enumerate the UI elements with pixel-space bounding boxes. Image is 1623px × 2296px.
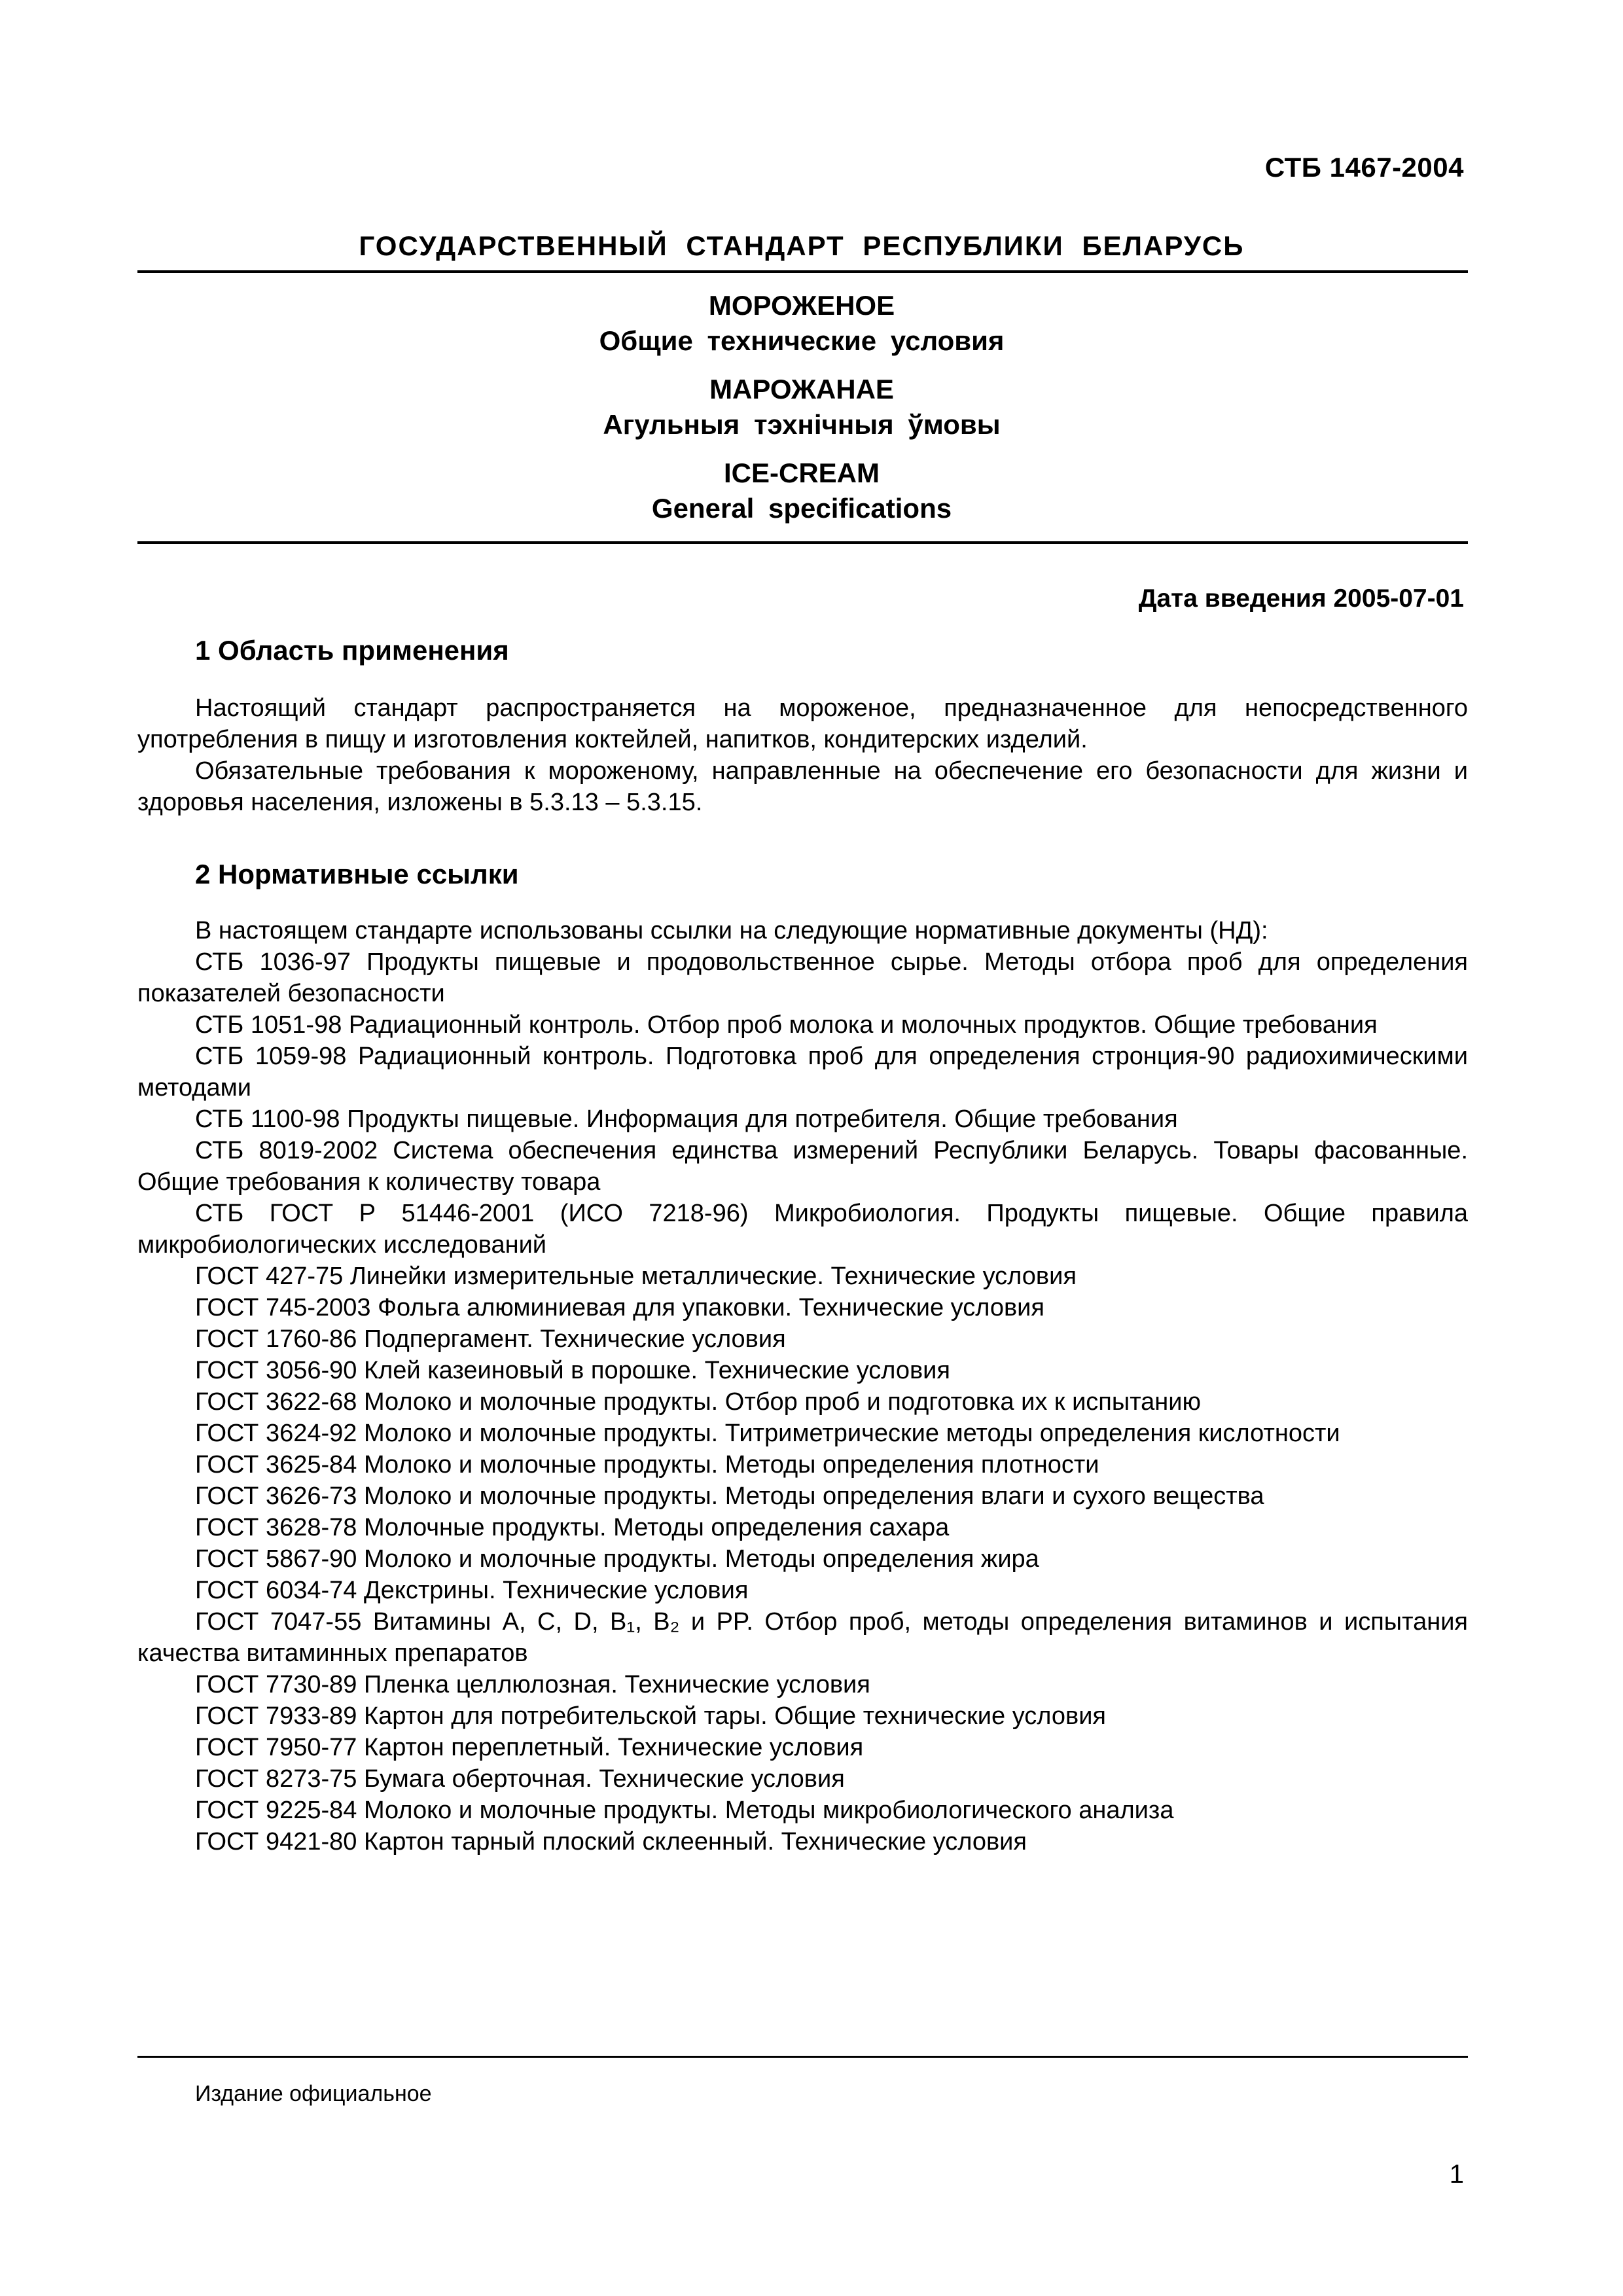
- subtitle-belarusian: Агульныя тэхнічныя ўмовы: [603, 409, 1001, 440]
- section-1-heading: 1 Область применения: [195, 635, 509, 666]
- reference-item: ГОСТ 1760-86 Подпергамент. Технические условия: [195, 1325, 786, 1353]
- reference-item: ГОСТ 9421-80 Картон тарный плоский склеенный. Технические условия: [195, 1828, 1027, 1856]
- page-number: 1: [1449, 2160, 1464, 2189]
- reference-item: СТБ 1059-98 Радиационный контроль. Подготовка проб для определения стронция-90 радиохимическими методами: [137, 1043, 1468, 1102]
- reference-item: СТБ 1051-98 Радиационный контроль. Отбор проб молока и молочных продуктов. Общие требования: [195, 1011, 1378, 1039]
- reference-item: ГОСТ 3622-68 Молоко и молочные продукты. Отбор проб и подготовка их к испытанию: [195, 1388, 1202, 1416]
- section-1-paragraph: Обязательные требования к мороженому, направленные на обеспечение его безопасности для жизни и здоровья населения, изложены в 5.3.13 – 5.3.15.: [137, 757, 1468, 816]
- document-code: СТБ 1467-2004: [1264, 152, 1464, 183]
- reference-item: ГОСТ 6034-74 Декстрины. Технические условия: [195, 1577, 749, 1604]
- reference-item: ГОСТ 3625-84 Молоко и молочные продукты. Методы определения плотности: [195, 1451, 1099, 1479]
- reference-item: ГОСТ 427-75 Линейки измерительные металлические. Технические условия: [195, 1263, 1077, 1290]
- reference-item: ГОСТ 7933-89 Картон для потребительской тары. Общие технические условия: [195, 1702, 1107, 1730]
- reference-item: СТБ 8019-2002 Система обеспечения единства измерений Республики Беларусь. Товары фасованные. Общие требования к количеству товара: [137, 1137, 1468, 1196]
- reference-item: ГОСТ 3056-90 Клей казеиновый в порошке. Технические условия: [195, 1357, 950, 1384]
- title-english: ICE-CREAM: [724, 457, 880, 488]
- subtitle-russian: Общие технические условия: [599, 325, 1005, 356]
- reference-item: ГОСТ 745-2003 Фольга алюминиевая для упаковки. Технические условия: [195, 1294, 1044, 1321]
- reference-item: ГОСТ 3628-78 Молочные продукты. Методы определения сахара: [195, 1514, 950, 1541]
- edition-note: Издание официальное: [195, 2081, 432, 2106]
- title-belarusian: МАРОЖАНАЕ: [709, 374, 894, 404]
- reference-item: СТБ 1100-98 Продукты пищевые. Информация для потребителя. Общие требования: [195, 1105, 1178, 1133]
- title-russian: МОРОЖЕНОЕ: [708, 290, 895, 321]
- title-block: [137, 288, 1466, 526]
- normative-references-list: [137, 915, 1468, 1857]
- reference-item: ГОСТ 7730-89 Пленка целлюлозная. Технические условия: [195, 1671, 870, 1698]
- section-2-heading: 2 Нормативные ссылки: [195, 859, 519, 889]
- reference-item: СТБ 1036-97 Продукты пищевые и продовольственное сырье. Методы отбора проб для определения показателей безопасности: [137, 948, 1468, 1007]
- reference-item: СТБ ГОСТ Р 51446-2001 (ИСО 7218-96) Микробиология. Продукты пищевые. Общие правила микробиологических исследований: [137, 1200, 1468, 1259]
- reference-item: ГОСТ 3626-73 Молоко и молочные продукты. Методы определения влаги и сухого вещества: [195, 1482, 1264, 1510]
- section-1-paragraph: Настоящий стандарт распространяется на мороженое, предназначенное для непосредственного употребления в пищу и изготовления коктейлей, напитков, кондитерских изделий.: [137, 694, 1468, 753]
- state-standard-title: ГОСУДАРСТВЕННЫЙ СТАНДАРТ РЕСПУБЛИКИ БЕЛАРУСЬ: [359, 230, 1245, 261]
- subtitle-english: General specifications: [651, 493, 952, 524]
- reference-item: ГОСТ 8273-75 Бумага оберточная. Технические условия: [195, 1765, 845, 1793]
- footer-divider: [137, 2056, 1468, 2058]
- references-intro: В настоящем стандарте использованы ссылки на следующие нормативные документы (НД):: [195, 917, 1268, 944]
- reference-item: ГОСТ 5867-90 Молоко и молочные продукты. Методы определения жира: [195, 1545, 1039, 1573]
- introduction-date: Дата введения 2005-07-01: [1138, 584, 1464, 613]
- top-divider: [137, 270, 1468, 273]
- title-divider: [137, 541, 1468, 544]
- reference-item: ГОСТ 3624-92 Молоко и молочные продукты. Титриметрические методы определения кислотности: [195, 1420, 1340, 1447]
- reference-item: ГОСТ 7047-55 Витамины А, С, D, B₁, B₂ и PP. Отбор проб, методы определения витаминов и испытания качества витаминных препаратов: [137, 1608, 1468, 1667]
- reference-item: ГОСТ 7950-77 Картон переплетный. Технические условия: [195, 1734, 864, 1761]
- reference-item: ГОСТ 9225-84 Молоко и молочные продукты. Методы микробиологического анализа: [195, 1797, 1174, 1824]
